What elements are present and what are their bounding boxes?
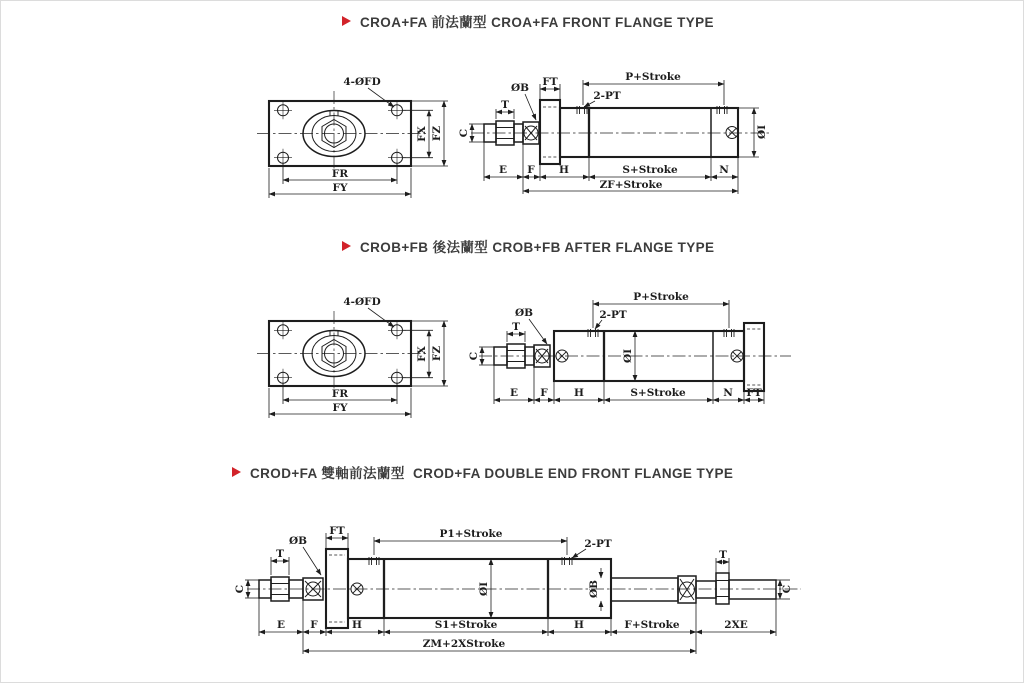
section-title-text: CROB+FB 後法蘭型 CROB+FB AFTER FLANGE TYPE — [360, 240, 715, 255]
dim-label-c-rear: C — [781, 584, 793, 594]
dim-label-oi: ØI — [622, 348, 634, 364]
dim-label-e: E — [498, 164, 508, 176]
crob-side-view — [468, 291, 791, 404]
dim-label-h-rear: H — [574, 619, 584, 631]
croa-side-view — [458, 71, 769, 194]
section-title-text: CROA+FA 前法蘭型 CROA+FA FRONT FLANGE TYPE — [360, 15, 714, 30]
dim-label-s1-stroke: S1+Stroke — [434, 619, 498, 631]
dim-label-zf-stroke: ZF+Stroke — [599, 179, 663, 191]
dim-label-2pt: 2-PT — [584, 538, 612, 550]
dim-label-h: H — [559, 164, 569, 176]
cylinder-drawings: FX FZ FR FY T ØB C FT P+Stroke 2-PT ØI E F H S+Stroke N ZF+Stroke T ØB C P+Stroke 2-PT ØI E F H S+Stroke N FT FT ØB T C P1+Stroke 2-PT ØI ØB T C E F H S1+Stroke H F+Stroke 2XE ZM+2XStroke — [1, 1, 1024, 683]
dim-label-e: E — [509, 387, 519, 399]
dim-label-n: N — [719, 164, 729, 176]
dim-label-oi: ØI — [478, 581, 490, 597]
dim-label-s-stroke: S+Stroke — [622, 164, 678, 176]
dim-label-p-stroke: P+Stroke — [633, 291, 689, 303]
dim-label-p-stroke: P+Stroke — [625, 71, 681, 83]
dim-label-p1-stroke: P1+Stroke — [439, 528, 503, 540]
dim-label-ft: FT — [746, 387, 762, 399]
dim-label-h-front: H — [352, 619, 362, 631]
dim-label-f: F — [527, 164, 535, 176]
dim-label-f-stroke: F+Stroke — [624, 619, 680, 631]
dim-label-t: T — [276, 548, 284, 560]
dim-label-ft: FT — [329, 525, 345, 537]
section-title-text: CROD+FA 雙軸前法蘭型 CROD+FA DOUBLE END FRONT FLANGE TYPE — [250, 466, 734, 481]
dim-label-t: T — [512, 321, 520, 333]
dim-label-f: F — [310, 619, 318, 631]
dim-label-2pt: 2-PT — [599, 309, 627, 321]
dim-label-2pt: 2-PT — [593, 90, 621, 102]
dim-label-ob: ØB — [514, 307, 534, 319]
dim-label-n: N — [723, 387, 733, 399]
dim-label-s-stroke: S+Stroke — [630, 387, 686, 399]
dim-label-h: H — [574, 387, 584, 399]
dim-label-2xe: 2XE — [724, 619, 748, 631]
crob-flange-view — [257, 296, 448, 418]
dim-label-c: C — [234, 584, 246, 594]
dim-label-ob: ØB — [288, 535, 308, 547]
dim-label-e: E — [276, 619, 286, 631]
croa-flange-view — [257, 76, 448, 198]
dim-label-t-rear: T — [719, 549, 727, 561]
dim-label-t: T — [501, 99, 509, 111]
dim-label-ob: ØB — [510, 82, 530, 94]
dim-label-c: C — [458, 128, 470, 138]
dim-label-zm-stroke: ZM+2XStroke — [422, 638, 506, 650]
dim-label-f: F — [540, 387, 548, 399]
dim-label-oi: ØI — [756, 124, 768, 140]
dim-label-ft: FT — [542, 76, 558, 88]
dim-label-c: C — [468, 351, 480, 361]
dim-label-ob-rear: ØB — [588, 579, 600, 599]
crod-side-view — [234, 525, 801, 654]
